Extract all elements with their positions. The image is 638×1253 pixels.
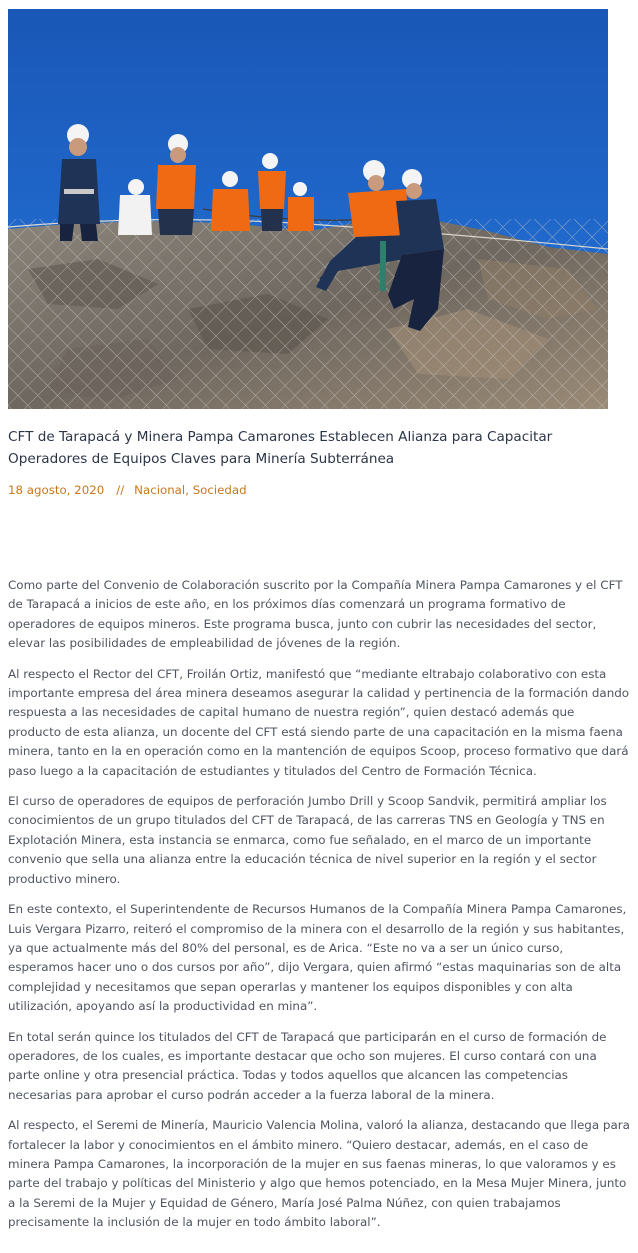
- photo-miners-illustration: [8, 9, 608, 409]
- article-paragraph: Como parte del Convenio de Colaboración suscrito por la Compañía Minera Pampa Camarones y el CFT de Tarapacá a inicios de este año, en los próximos días comenzará un programa formativo de operadores de equipos mineros. Este programa busca, junto con cubrir las necesidades del sector, elevar las posibilidades de empleabilidad de jóvenes de la región.: [8, 578, 623, 651]
- article-title[interactable]: CFT de Tarapacá y Minera Pampa Camarones Establecen Alianza para Capacitar Operadores de Equipos Claves para Minería Subterránea: [8, 429, 553, 467]
- article-paragraph: Al respecto, el Seremi de Minería, Mauricio Valencia Molina, valoró la alianza, destacando que llega para fortalecer la labor y conocimientos en el ámbito minero. “Quiero destacar, además, en el caso de minera Pampa Camarones, la incorporación de la mujer en sus faenas mineras, lo que valoramos y es parte del trabajo y políticas del Ministerio y algo que hemos potenciado, en la Mesa Mujer Minera, junto a la Seremi de la Mujer y Equidad de Género, María José Palma Núñez, con quien trabajamos precisamente la inclusión de la mujer en todo ámbito laboral”.: [8, 1118, 630, 1230]
- article-paragraph: El curso de operadores de equipos de perforación Jumbo Drill y Scoop Sandvik, permitirá ampliar los conocimientos de un grupo titulados del CFT de Tarapacá, de las carreras TNS en Geología y TNS en Explotación Minera, esta instancia se enmarca, como fue señalado, en el marco de un importante convenio que sella una alianza entre la educación técnica de nivel superior en la región y el sector productivo minero.: [8, 794, 607, 886]
- article-categories[interactable]: Nacional, Sociedad: [134, 483, 247, 497]
- article-hero-image: [8, 9, 608, 409]
- article-date[interactable]: 18 agosto, 2020: [8, 483, 105, 497]
- article-paragraph: En total serán quince los titulados del CFT de Tarapacá que participarán en el curso de formación de operadores, de los cuales, es importante destacar que ocho son mujeres. El curso contará con una parte online y otra presencial práctica. Todas y todos aquellos que alcancen las competencias necesarias para aprobar el curso podrán acceder a la fuerza laboral de la minera.: [8, 1029, 607, 1102]
- article-meta: [8, 480, 247, 500]
- meta-separator: //: [116, 483, 125, 497]
- article-body: [8, 576, 631, 1244]
- article-paragraph: En este contexto, el Superintendente de Recursos Humanos de la Compañía Minera Pampa Camarones, Luis Vergara Pizarro, reiteró el compromiso de la minera con el desarrollo de la región y sus habitantes, ya que actualmente más del 80% del personal, es de Arica. “Este no va a ser un único curso, esperamos hacer uno o dos cursos por año”, dijo Vergara, quien afirmó “estas maquinarias son de alta complejidad y necesitamos que sepan operarlas y mantener los equipos disponibles y con alta utilización, apoyando así la productividad en mina”.: [8, 902, 627, 1014]
- wire-mesh: [8, 219, 608, 409]
- article-paragraph: Al respecto el Rector del CFT, Froilán Ortiz, manifestó que “mediante eltrabajo colaborativo con esta importante empresa del área minera deseamos asegurar la calidad y pertinencia de la formación dando respuesta a las necesidades de capital humano de nuestra región”, quien destacó además que producto de esta alianza, un docente del CFT está siendo parte de una capacitación en la misma faena minera, tanto en la en operación como en la mantención de equipos Scoop, proceso formativo que dará paso luego a la capacitación de estudiantes y titulados del Centro de Formación Técnica.: [8, 666, 630, 778]
